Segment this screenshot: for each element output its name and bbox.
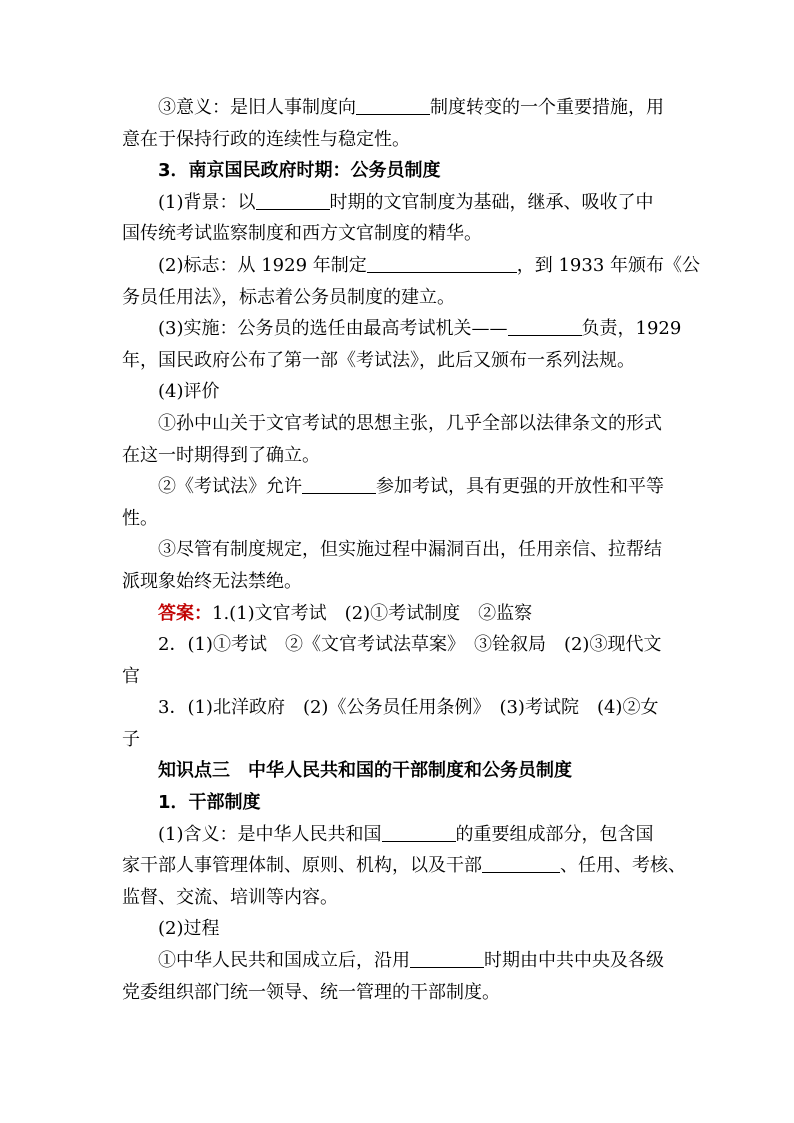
- fill-blank[interactable]: [382, 822, 456, 842]
- section-heading: 知识点三 中华人民共和国的干部制度和公务员制度: [158, 760, 572, 782]
- answer-line: 2．(1)①考试 ②《文官考试法草案》 ③铨叙局 (2)③现代文: [158, 634, 662, 656]
- text: 的重要组成部分，包含国: [455, 823, 654, 845]
- text: 时期的文官制度为基础，继承、吸收了中: [329, 191, 654, 213]
- text: ①中华人民共和国成立后，沿用: [158, 950, 410, 972]
- text: ③意义：是旧人事制度向: [158, 97, 356, 118]
- text: (1)背景：以: [158, 191, 256, 213]
- text-line: 在这一时期得到了确立。: [122, 444, 320, 466]
- answer-line: 官: [122, 665, 140, 687]
- text: 1.(1)文官考试 (2)①考试制度 ②监察: [212, 602, 533, 624]
- text-line: [122, 250, 701, 282]
- text-line: [122, 850, 686, 882]
- text-line: 务员任用法》，标志着公务员制度的建立。: [122, 286, 455, 308]
- text-line: [122, 313, 682, 345]
- text-line: [122, 945, 676, 977]
- text-line: 监督、交流、培训等内容。: [122, 886, 338, 908]
- answer-line: [122, 598, 676, 630]
- fill-blank[interactable]: [367, 253, 517, 273]
- document-page: [122, 92, 701, 1008]
- text-line: 年，国民政府公布了第一部《考试法》，此后又颁布一系列法规。: [122, 349, 635, 371]
- fill-blank[interactable]: [302, 474, 376, 494]
- text: (2)标志：从 1929 年制定: [158, 254, 367, 276]
- text-line: [122, 92, 676, 124]
- text-line: 派现象始终无法禁绝。: [122, 570, 302, 592]
- text: (1)含义：是中华人民共和国: [158, 823, 382, 845]
- text: 家干部人事管理体制、原则、机构，以及干部: [122, 855, 482, 877]
- answer-label: 答案：: [158, 602, 212, 624]
- subsection-heading: 1．干部制度: [158, 792, 261, 814]
- text-line: [122, 187, 676, 219]
- text: 参加考试，具有更强的开放性和平等: [376, 476, 664, 498]
- text-line: (4)评价: [158, 381, 220, 403]
- text: 制度转变的一个重要措施，用: [430, 97, 664, 118]
- fill-blank[interactable]: [508, 316, 582, 336]
- text-line: [122, 819, 676, 851]
- text-line: [122, 471, 676, 503]
- text-line: (2)过程: [158, 918, 220, 940]
- text-line: ①孙中山关于文官考试的思想主张，几乎全部以法律条文的形式: [158, 412, 662, 434]
- text-line: 党委组织部门统一领导、统一管理的干部制度。: [122, 981, 500, 1003]
- section-heading: 3．南京国民政府时期：公务员制度: [158, 160, 441, 182]
- text-line: 国传统考试监察制度和西方文官制度的精华。: [122, 223, 482, 245]
- fill-blank[interactable]: [356, 95, 430, 115]
- answer-line: 子: [122, 728, 140, 750]
- text: ②《考试法》允许: [158, 476, 302, 498]
- fill-blank[interactable]: [256, 190, 330, 210]
- fill-blank[interactable]: [410, 948, 484, 968]
- text: 时期由中共中央及各级: [484, 950, 664, 972]
- fill-blank[interactable]: [482, 853, 560, 873]
- text-line: 性。: [122, 507, 158, 529]
- text: 、任用、考核、: [560, 855, 686, 877]
- text: ，到 1933 年颁布《公: [516, 254, 701, 276]
- text: 负责，1929: [581, 318, 682, 340]
- text-line: ③尽管有制度规定，但实施过程中漏洞百出，任用亲信、拉帮结: [158, 539, 662, 561]
- text: (3)实施：公务员的选任由最高考试机关——: [158, 318, 508, 340]
- text-line: 意在于保持行政的连续性与稳定性。: [122, 128, 410, 150]
- answer-line: 3．(1)北洋政府 (2)《公务员任用条例》 (3)考试院 (4)②女: [158, 697, 659, 719]
